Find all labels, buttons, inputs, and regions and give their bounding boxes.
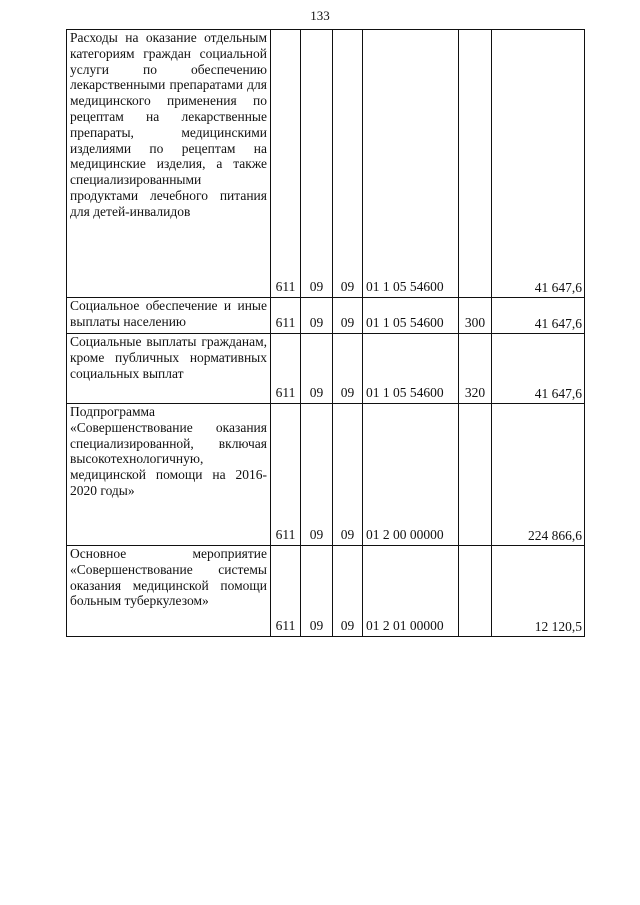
row-expense-type-cell	[459, 546, 492, 637]
row-target-article-cell: 01 2 01 00000	[363, 546, 459, 637]
table-row	[67, 404, 585, 546]
table-row	[67, 30, 585, 298]
row-target-article-cell: 01 1 05 54600	[363, 334, 459, 404]
row-subsection-cell: 09	[333, 546, 363, 637]
row-target-article-cell: 01 2 00 00000	[363, 404, 459, 546]
row-name-cell: Подпрограмма «Совершенствование оказания специализированной, включая высокотехнологичную, медицинской помощи на 2016-2020 годы»	[67, 404, 271, 546]
row-name-cell: Социальное обеспечение и иные выплаты населению	[67, 298, 271, 334]
row-section-cell: 09	[301, 404, 333, 546]
row-expense-type-cell: 300	[459, 298, 492, 334]
row-subsection-cell: 09	[333, 298, 363, 334]
row-amount-cell: 224 866,6	[492, 404, 585, 546]
table-row	[67, 334, 585, 404]
row-code-cell: 611	[271, 546, 301, 637]
row-name-cell: Социальные выплаты гражданам, кроме публичных нормативных социальных выплат	[67, 334, 271, 404]
row-amount-cell: 12 120,5	[492, 546, 585, 637]
row-subsection-cell: 09	[333, 404, 363, 546]
row-amount-cell: 41 647,6	[492, 298, 585, 334]
row-subsection-cell: 09	[333, 30, 363, 298]
row-code-cell: 611	[271, 30, 301, 298]
budget-table	[66, 29, 585, 637]
row-expense-type-cell: 320	[459, 334, 492, 404]
table-row	[67, 546, 585, 637]
row-code-cell: 611	[271, 334, 301, 404]
row-amount-cell: 41 647,6	[492, 334, 585, 404]
row-amount-cell: 41 647,6	[492, 30, 585, 298]
row-subsection-cell: 09	[333, 334, 363, 404]
row-expense-type-cell	[459, 30, 492, 298]
row-section-cell: 09	[301, 30, 333, 298]
row-section-cell: 09	[301, 298, 333, 334]
row-expense-type-cell	[459, 404, 492, 546]
row-name-cell: Основное мероприятие «Совершенствование системы оказания медицинской помощи больным туберкулезом»	[67, 546, 271, 637]
table-row	[67, 298, 585, 334]
row-target-article-cell: 01 1 05 54600	[363, 298, 459, 334]
row-code-cell: 611	[271, 404, 301, 546]
row-section-cell: 09	[301, 334, 333, 404]
row-name-cell: Расходы на оказание отдельным категориям граждан социальной услуги по обеспечению лекарственными препаратами для медицинского применения по рецептам на лекарственные препараты, медицинскими изделиями по рецептам на медицинские изделия, а также специализированными продуктами лечебного питания для детей-инвалидов	[67, 30, 271, 298]
row-code-cell: 611	[271, 298, 301, 334]
page-number: 133	[310, 8, 330, 23]
row-target-article-cell: 01 1 05 54600	[363, 30, 459, 298]
row-section-cell: 09	[301, 546, 333, 637]
